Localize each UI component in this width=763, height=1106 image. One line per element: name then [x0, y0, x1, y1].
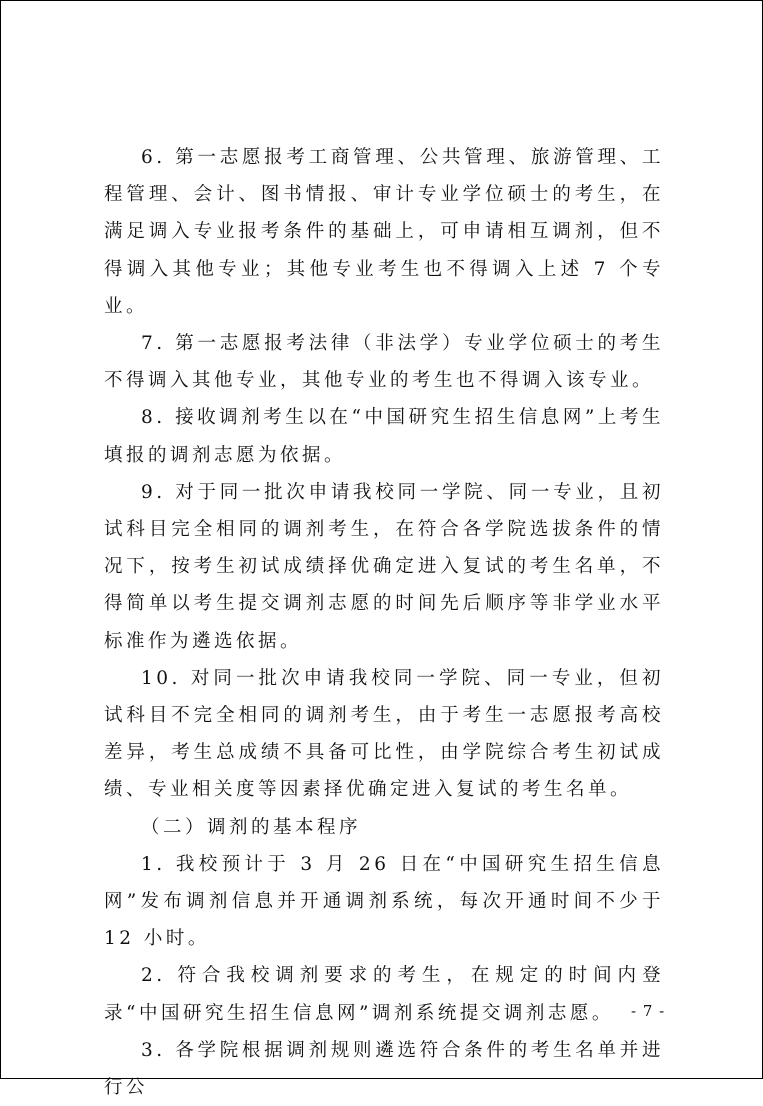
paragraph-procedure-3: 3. 各学院根据调剂规则遴选符合条件的考生名单并进行公 [104, 1039, 664, 1099]
paragraph-rule-9: 9. 对于同一批次申请我校同一学院、同一专业，且初试科目完全相同的调剂考生，在符合各学院选拔条件的情况下，按考生初试成绩择优确定进入复试的考生名单，不得简单以考生提交调剂志愿的时间先后顺序等非学业水平标准作为遴选依据。 [104, 481, 664, 652]
paragraph-rule-8: 8. 接收调剂考生以在“中国研究生招生信息网”上考生填报的调剂志愿为依据。 [104, 407, 664, 466]
paragraph-rule-7: 7. 第一志愿报考法律（非法学）专业学位硕士的考生不得调入其他专业，其他专业的考生也不得调入该专业。 [104, 333, 664, 392]
paragraph-rule-6: 6. 第一志愿报考工商管理、公共管理、旅游管理、工程管理、会计、图书情报、审计专业学位硕士的考生，在满足调入专业报考条件的基础上，可申请相互调剂，但不得调入其他专业；其他专业考生也不得调入上述 7 个专业。 [104, 147, 664, 317]
paragraph-rule-10: 10. 对同一批次申请我校同一学院、同一专业，但初试科目不完全相同的调剂考生，由于考生一志愿报考高校差异，考生总成绩不具备可比性，由学院综合考生初试成绩、专业相关度等因素择优确定进入复试的考生名单。 [104, 667, 664, 801]
paragraph-procedure-1: 1. 我校预计于 3 月 26 日在“中国研究生招生信息网”发布调剂信息并开通调剂系统，每次开通时间不少于 12 小时。 [104, 853, 664, 950]
page-number: - 7 - [631, 1002, 666, 1020]
section-heading: （二）调剂的基本程序 [141, 816, 362, 838]
document-body [104, 139, 664, 1106]
paragraph-procedure-2: 2. 符合我校调剂要求的考生，在规定的时间内登录“中国研究生招生信息网”调剂系统提交调剂志愿。 [104, 965, 664, 1024]
